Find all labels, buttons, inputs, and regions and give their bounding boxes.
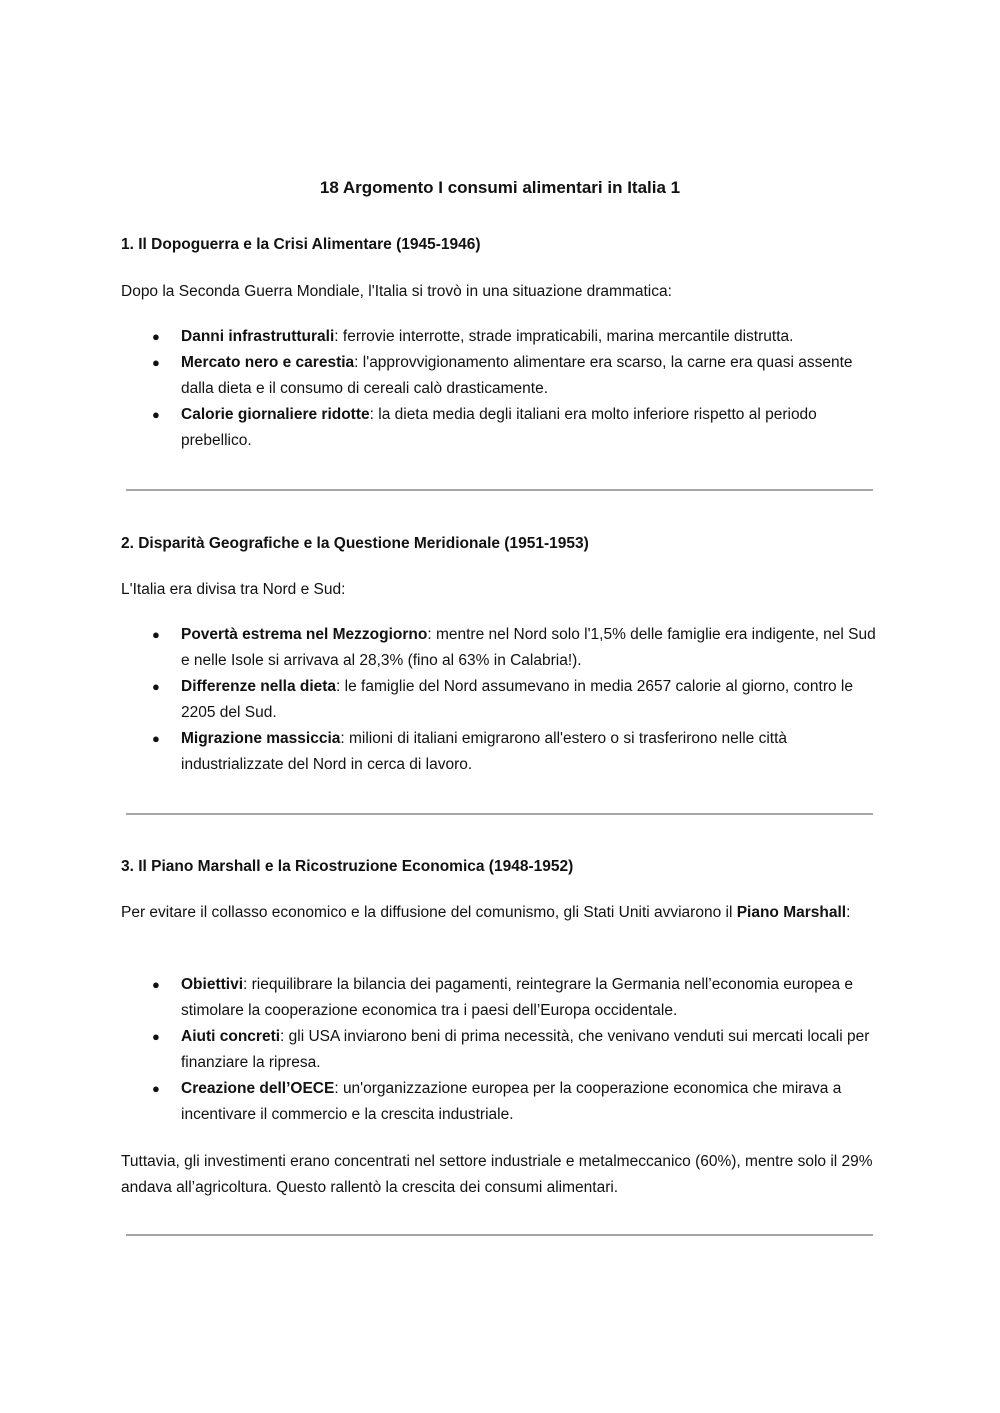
section-3-bullet-list [121,972,881,1128]
bullet-text: : milioni di italiani emigrarono all'estero o si trasferirono nelle città industrializzate del Nord in cerca di lavoro. [181,730,788,773]
bullet-term: Calorie giornaliere ridotte [181,406,370,423]
bullet-term: Creazione dell’OECE [181,1080,335,1097]
bullet-text: : mentre nel Nord solo l'1,5% delle famiglie era indigente, nel Sud e nelle Isole si arrivava al 28,3% (fino al 63% in Calabria!). [181,626,876,669]
bullet-text: : riequilibrare la bilancia dei pagamenti, reintegrare la Germania nell’economia europea e stimolare la cooperazione economica tra i paesi dell’Europa occidentale. [181,976,854,1019]
document-title: 18 Argomento I consumi alimentari in Italia 1 [319,178,681,197]
section-2-intro: L'Italia era divisa tra Nord e Sud: [121,581,346,598]
list-item [121,1076,881,1128]
section-divider [126,813,873,815]
bullet-icon: ● [152,679,160,694]
section-3-heading: 3. Il Piano Marshall e la Ricostruzione Economica (1948-1952) [121,858,574,875]
list-item [121,1024,881,1076]
bullet-term: Mercato nero e carestia [181,354,355,371]
bullet-icon: ● [152,329,160,344]
intro-text: Per evitare il collasso economico e la diffusione del comunismo, gli Stati Uniti avviarono il [121,904,737,921]
bullet-text: : gli USA inviarono beni di prima necessità, che venivano venduti sui mercati locali per finanziare la ripresa. [181,1028,870,1071]
bullet-icon: ● [152,731,160,746]
section-1-bullet-list [121,324,881,454]
bullet-term: Danni infrastrutturali [181,328,335,345]
section-2-heading: 2. Disparità Geografiche e la Questione Meridionale (1951-1953) [121,535,589,552]
bullet-icon: ● [152,977,160,992]
section-1-heading: 1. Il Dopoguerra e la Crisi Alimentare (1945-1946) [121,236,481,253]
section-divider [126,1234,873,1236]
list-item [121,350,881,402]
list-item [121,726,881,778]
bullet-icon: ● [152,407,160,422]
section-3-intro [121,900,881,926]
intro-text-end: : [846,904,851,921]
intro-emphasis: Piano Marshall [736,904,847,921]
section-2-bullet-list [121,622,881,778]
section-1-intro: Dopo la Seconda Guerra Mondiale, l'Italia si trovò in una situazione drammatica: [121,283,672,300]
bullet-text: : ferrovie interrotte, strade impraticabili, marina mercantile distrutta. [334,328,794,345]
bullet-text: : l'approvvigionamento alimentare era scarso, la carne era quasi assente dalla dieta e il consumo di cereali calò drasticamente. [181,354,853,397]
list-item [121,972,881,1024]
bullet-term: Obiettivi [181,976,244,993]
bullet-term: Differenze nella dieta [181,678,337,695]
section-3-closing: Tuttavia, gli investimenti erano concentrati nel settore industriale e metalmeccanico (60%), mentre solo il 29% andava all’agricoltura. Questo rallentò la crescita dei consumi alimentari. [121,1153,873,1196]
bullet-term: Aiuti concreti [181,1028,281,1045]
list-item [121,622,881,674]
list-item [121,674,881,726]
bullet-text: : la dieta media degli italiani era molto inferiore rispetto al periodo prebellico. [181,406,817,449]
bullet-icon: ● [152,1081,160,1096]
list-item [121,402,881,454]
bullet-icon: ● [152,1029,160,1044]
section-divider [126,489,873,491]
bullet-icon: ● [152,627,160,642]
bullet-icon: ● [152,355,160,370]
list-item [121,324,881,350]
bullet-term: Migrazione massiccia [181,730,341,747]
bullet-text: : un'organizzazione europea per la cooperazione economica che mirava a incentivare il commercio e la crescita industriale. [181,1080,842,1123]
bullet-text: : le famiglie del Nord assumevano in media 2657 calorie al giorno, contro le 2205 del Sud. [181,678,853,721]
bullet-term: Povertà estrema nel Mezzogiorno [181,626,428,643]
